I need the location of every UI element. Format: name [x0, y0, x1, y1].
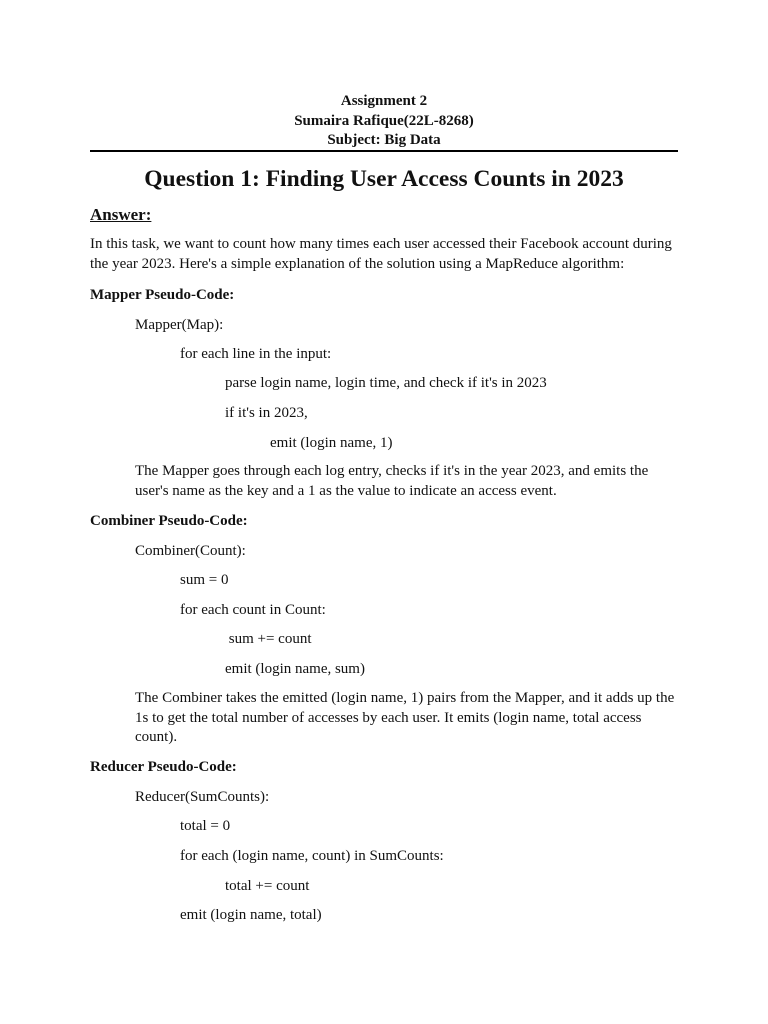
reducer-code-line: total += count — [225, 878, 310, 894]
reducer-code-line: Reducer(SumCounts): — [135, 789, 270, 805]
document-header — [0, 92, 768, 151]
combiner-code-line: sum = 0 — [180, 572, 229, 588]
combiner-heading: Combiner Pseudo-Code: — [90, 513, 248, 529]
reducer-heading: Reducer Pseudo-Code: — [90, 759, 237, 775]
combiner-description: The Combiner takes the emitted (login name, 1) pairs from the Mapper, and it adds up the 1s to get the total number of accesses by each user. It emits (login name, total access count). — [135, 690, 675, 745]
reducer-code-line: total = 0 — [180, 818, 231, 834]
subject-line: Subject: Big Data — [327, 132, 441, 148]
combiner-code-line: for each count in Count: — [180, 602, 326, 618]
assignment-title: Assignment 2 — [340, 93, 428, 109]
header-divider — [90, 150, 678, 152]
intro-paragraph: In this task, we want to count how many times each user accessed their Facebook account during the year 2023. Here's a simple explanation of the solution using a MapReduce algorithm: — [90, 236, 672, 272]
answer-label: Answer: — [90, 205, 152, 224]
mapper-heading: Mapper Pseudo-Code: — [90, 287, 235, 303]
mapper-code-line: parse login name, login time, and check if it's in 2023 — [225, 375, 547, 391]
reducer-code-line: for each (login name, count) in SumCounts: — [180, 848, 444, 864]
question-title: Question 1: Finding User Access Counts in 2023 — [144, 166, 624, 192]
mapper-code-line: if it's in 2023, — [225, 405, 308, 421]
author-line: Sumaira Rafique(22L-8268) — [294, 112, 474, 129]
combiner-code-line: Combiner(Count): — [135, 543, 246, 559]
combiner-code-line: sum += count — [225, 631, 312, 647]
mapper-code-line: for each line in the input: — [180, 346, 332, 362]
mapper-code-line: emit (login name, 1) — [270, 435, 393, 451]
combiner-code-line: emit (login name, sum) — [225, 661, 365, 677]
mapper-code-line: Mapper(Map): — [135, 317, 224, 333]
mapper-description: The Mapper goes through each log entry, checks if it's in the year 2023, and emits the user's name as the key and a 1 as the value to indicate an access event. — [135, 463, 649, 499]
reducer-code-line: emit (login name, total) — [180, 907, 322, 923]
